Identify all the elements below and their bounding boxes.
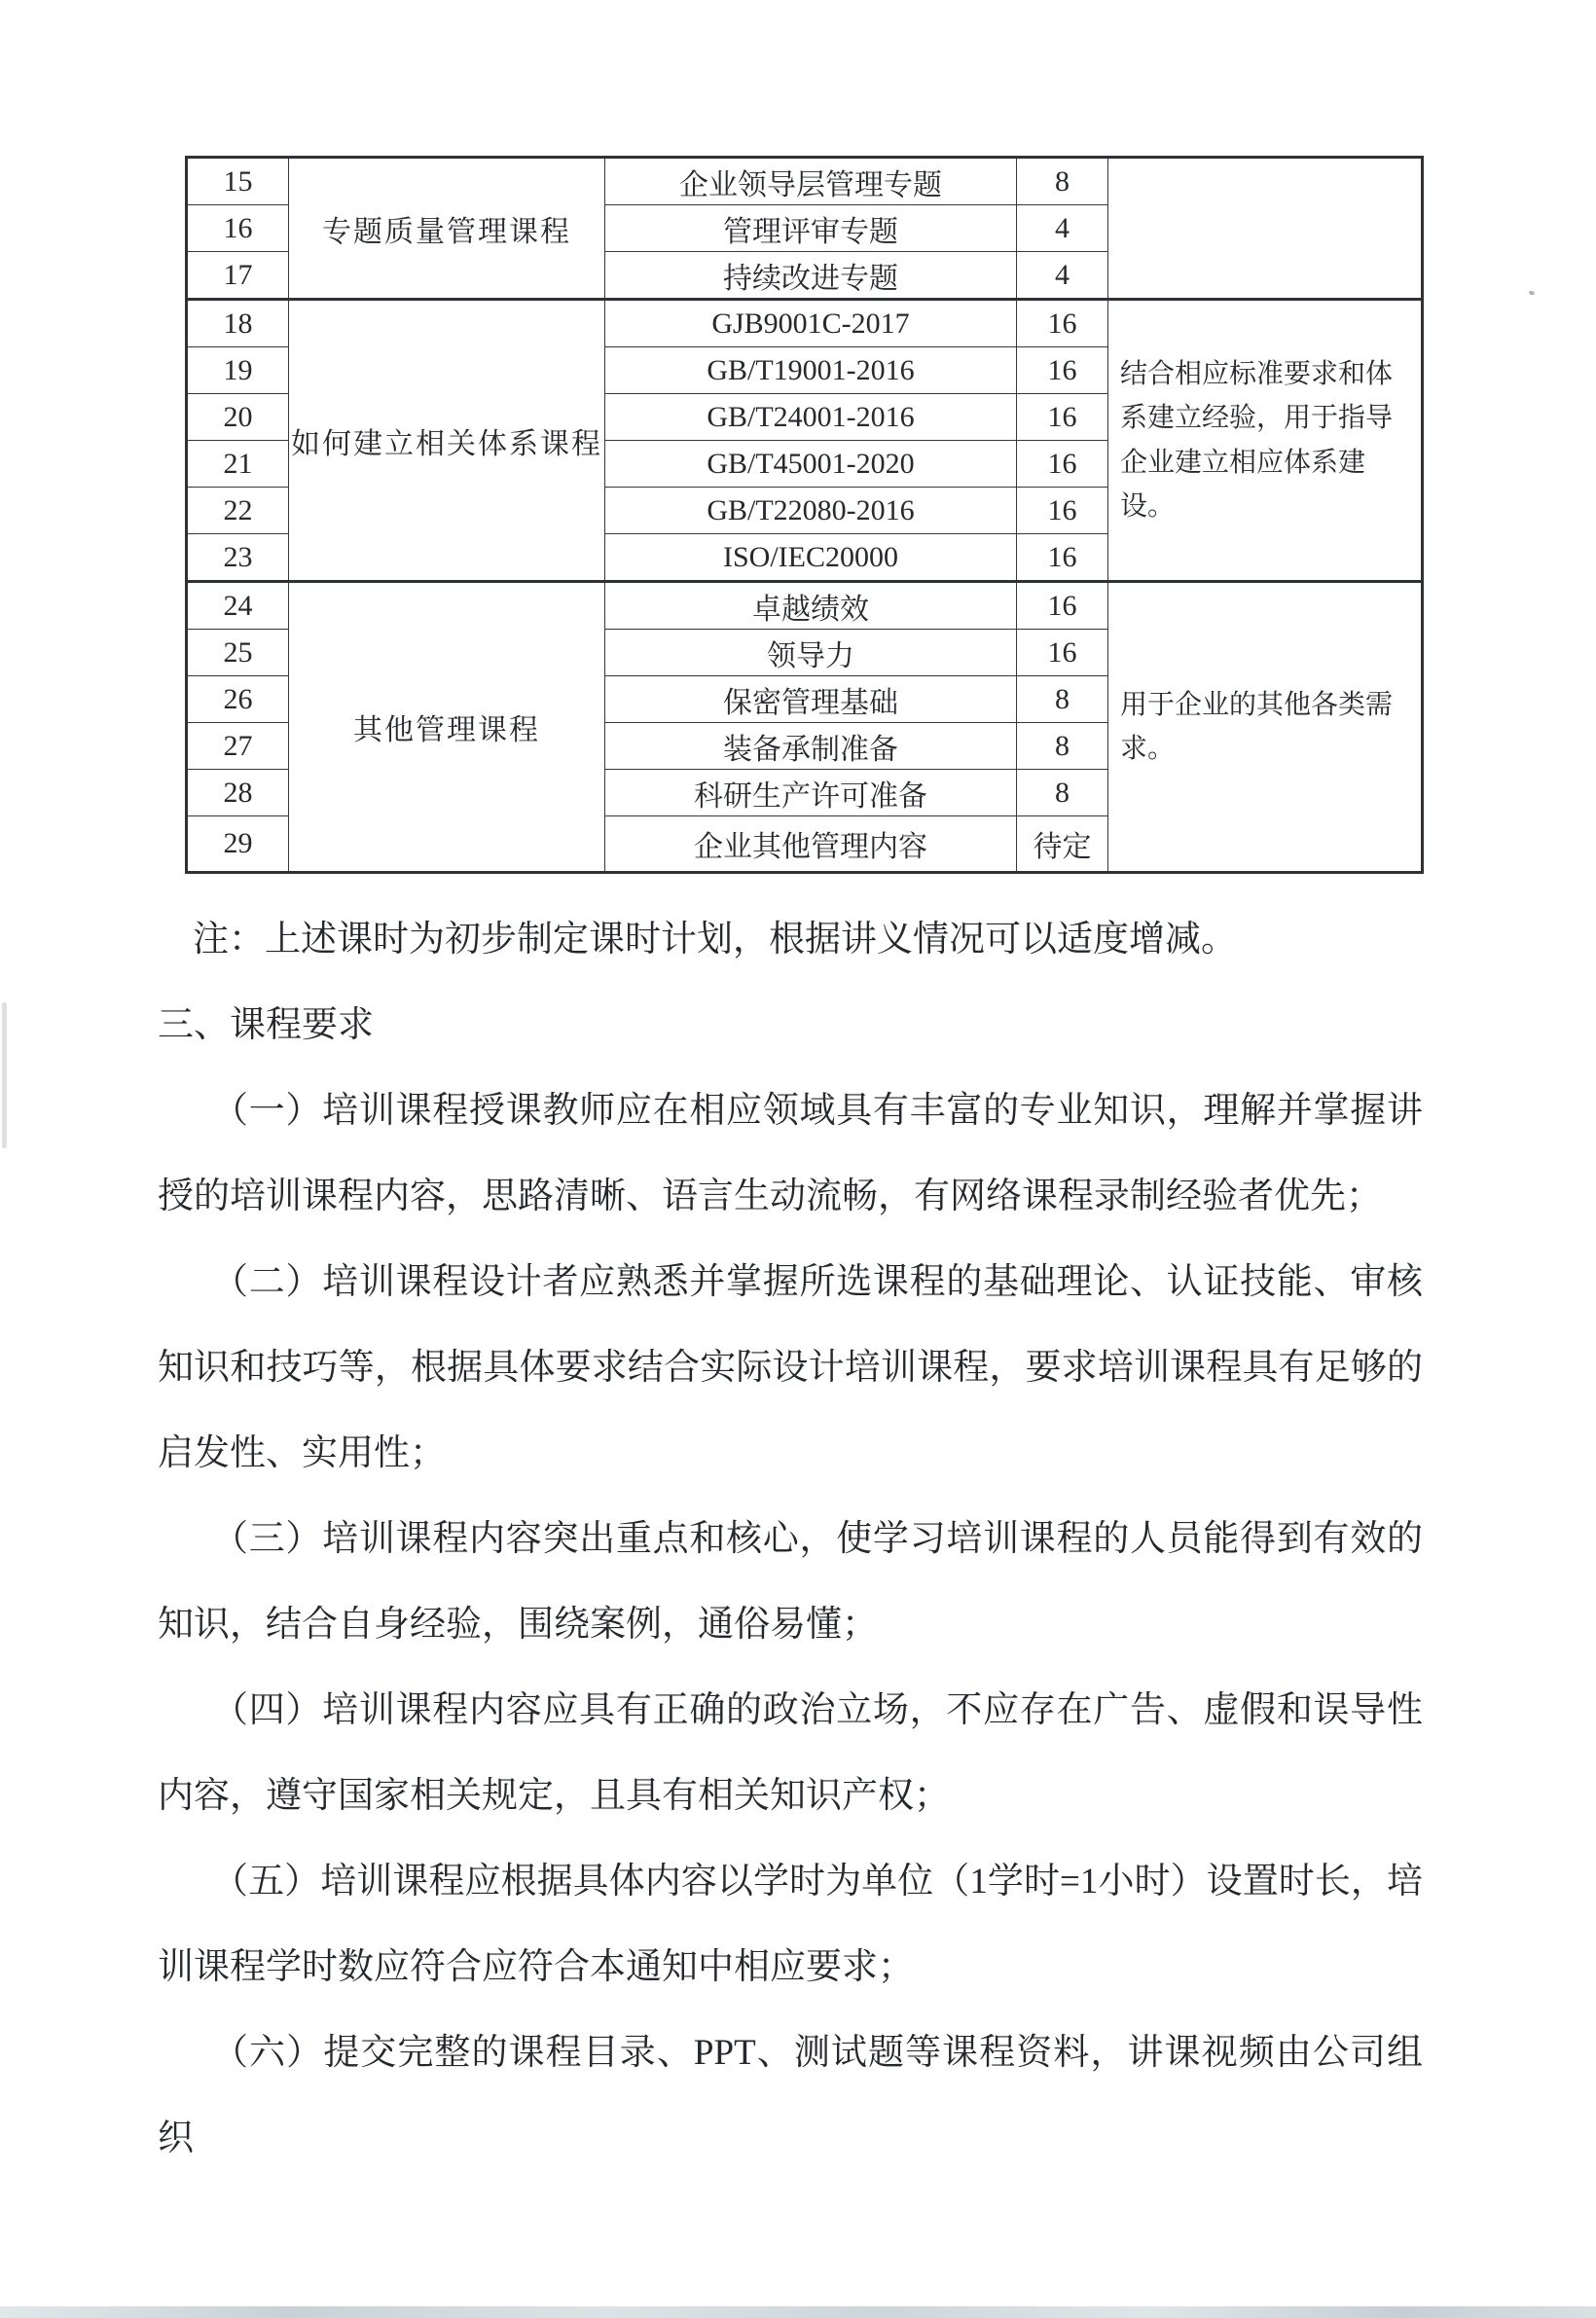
row-number: 17 xyxy=(187,252,289,300)
scan-artifact-streak xyxy=(2,1002,7,1148)
course-name-cell: 科研生产许可准备 xyxy=(605,770,1017,816)
course-name-cell: ISO/IEC20000 xyxy=(605,534,1017,582)
note-cell xyxy=(1108,158,1423,300)
hours-cell: 8 xyxy=(1017,770,1108,816)
hours-cell: 16 xyxy=(1017,582,1108,630)
row-number: 28 xyxy=(187,770,289,816)
hours-cell: 8 xyxy=(1017,723,1108,770)
scan-artifact-strip xyxy=(0,2306,1596,2318)
course-name-cell: GB/T19001-2016 xyxy=(605,347,1017,394)
category-cell: 其他管理课程 xyxy=(289,582,605,873)
row-number: 20 xyxy=(187,394,289,441)
table-footnote: 注：上述课时为初步制定课时计划，根据讲义情况可以适度增减。 xyxy=(193,920,1237,960)
hours-cell: 16 xyxy=(1017,534,1108,582)
course-name-cell: 管理评审专题 xyxy=(605,205,1017,252)
scan-artifact-speck xyxy=(1528,290,1535,296)
requirement-item-6: （六）提交完整的课程目录、PPT、测试题等课程资料，讲课视频由公司组织 xyxy=(158,2033,1423,2158)
row-number: 25 xyxy=(187,630,289,676)
row-number: 21 xyxy=(187,441,289,488)
row-number: 15 xyxy=(187,158,289,205)
requirement-item-4: （四）培训课程内容应具有正确的政治立场，不应存在广告、虚假和误导性内容，遵守国家相关规定，且具有相关知识产权； xyxy=(158,1690,1423,1816)
course-name-cell: 企业领导层管理专题 xyxy=(605,158,1017,205)
hours-cell: 4 xyxy=(1017,205,1108,252)
course-name-cell: 保密管理基础 xyxy=(605,676,1017,723)
table-row xyxy=(187,158,1423,205)
course-name-cell: GB/T22080-2016 xyxy=(605,488,1017,534)
requirement-item-3: （三）培训课程内容突出重点和核心，使学习培训课程的人员能得到有效的知识，结合自身经验，围绕案例，通俗易懂； xyxy=(158,1519,1423,1645)
row-number: 22 xyxy=(187,488,289,534)
course-name-cell: GB/T24001-2016 xyxy=(605,394,1017,441)
row-number: 23 xyxy=(187,534,289,582)
course-table xyxy=(185,156,1424,874)
course-name-cell: GJB9001C-2017 xyxy=(605,300,1017,347)
course-name-cell: 持续改进专题 xyxy=(605,252,1017,300)
note-cell: 用于企业的其他各类需求。 xyxy=(1108,582,1423,873)
category-cell: 专题质量管理课程 xyxy=(289,158,605,300)
table-row xyxy=(187,300,1423,347)
row-number: 27 xyxy=(187,723,289,770)
course-name-cell: 领导力 xyxy=(605,630,1017,676)
requirement-item-5: （五）培训课程应根据具体内容以学时为单位（1学时=1小时）设置时长，培训课程学时数应符合应符合本通知中相应要求； xyxy=(158,1862,1423,1987)
hours-cell: 8 xyxy=(1017,676,1108,723)
hours-cell: 16 xyxy=(1017,347,1108,394)
row-number: 16 xyxy=(187,205,289,252)
row-number: 29 xyxy=(187,816,289,873)
course-name-cell: 卓越绩效 xyxy=(605,582,1017,630)
requirement-item-2: （二）培训课程设计者应熟悉并掌握所选课程的基础理论、认证技能、审核知识和技巧等，根据具体要求结合实际设计培训课程，要求培训课程具有足够的启发性、实用性； xyxy=(158,1262,1423,1473)
row-number: 18 xyxy=(187,300,289,347)
table-row xyxy=(187,582,1423,630)
course-name-cell: GB/T45001-2020 xyxy=(605,441,1017,488)
course-name-cell: 企业其他管理内容 xyxy=(605,816,1017,873)
hours-cell: 16 xyxy=(1017,441,1108,488)
hours-cell: 16 xyxy=(1017,488,1108,534)
hours-cell: 16 xyxy=(1017,394,1108,441)
note-cell: 结合相应标准要求和体系建立经验，用于指导企业建立相应体系建设。 xyxy=(1108,300,1423,582)
section-heading: 三、课程要求 xyxy=(158,1005,374,1045)
course-name-cell: 装备承制准备 xyxy=(605,723,1017,770)
category-cell: 如何建立相关体系课程 xyxy=(289,300,605,582)
hours-cell: 16 xyxy=(1017,300,1108,347)
row-number: 26 xyxy=(187,676,289,723)
hours-cell: 16 xyxy=(1017,630,1108,676)
body-text-block xyxy=(158,897,1423,2182)
hours-cell: 待定 xyxy=(1017,816,1108,873)
row-number: 24 xyxy=(187,582,289,630)
row-number: 19 xyxy=(187,347,289,394)
hours-cell: 8 xyxy=(1017,158,1108,205)
hours-cell: 4 xyxy=(1017,252,1108,300)
requirement-item-1: （一）培训课程授课教师应在相应领域具有丰富的专业知识，理解并掌握讲授的培训课程内容，思路清晰、语言生动流畅，有网络课程录制经验者优先； xyxy=(158,1091,1423,1216)
